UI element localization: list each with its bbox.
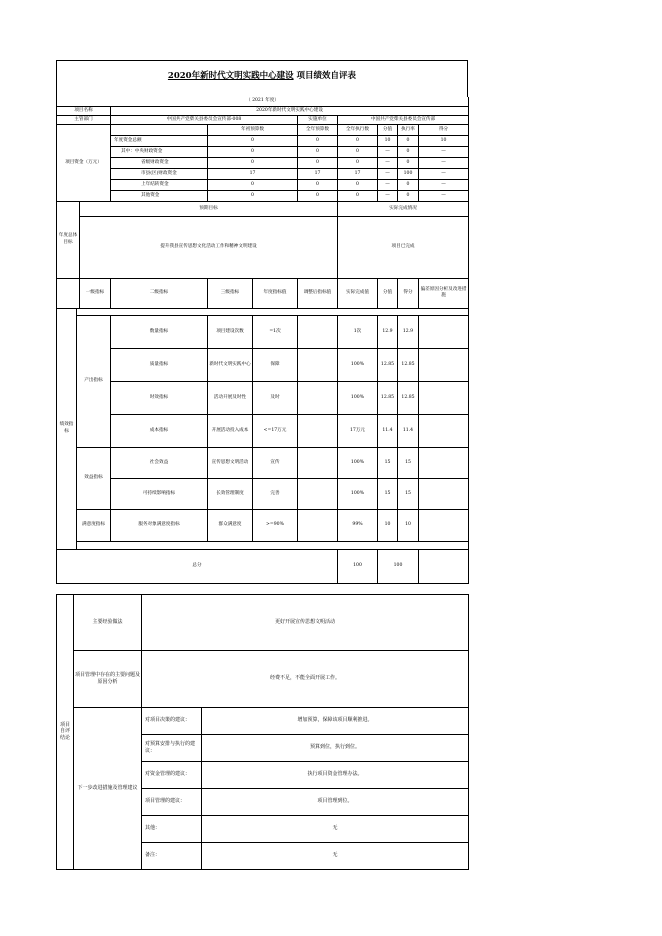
satisfaction-label: 满意度指标 xyxy=(77,509,111,541)
fund-row-label: 年度资金总额 xyxy=(111,135,208,146)
output-label: 产出指标 xyxy=(77,315,111,447)
fund-cell: 0 xyxy=(398,146,419,157)
eval-row-value: 增加预算，保障该项目顺利推进。 xyxy=(202,707,469,734)
main-table xyxy=(56,97,469,584)
eval-row-value: 预算到位，执行到位。 xyxy=(202,734,469,761)
fund-cell: — xyxy=(378,168,398,179)
perf-l2: 服务对象满意度指标 xyxy=(111,509,208,541)
perf-score: 15 xyxy=(378,447,398,478)
fund-cell: 0 xyxy=(208,179,298,190)
perf-label: 绩效指标 xyxy=(57,308,77,549)
fund-cell: — xyxy=(378,179,398,190)
dept-label: 主管部门 xyxy=(57,115,111,124)
perf-target: >=90% xyxy=(253,509,298,541)
perf-header-4: 调整后指标值 xyxy=(298,278,338,308)
perf-actual: 100% xyxy=(338,478,378,509)
perf-header-3: 年度指标值 xyxy=(253,278,298,308)
fund-cell: — xyxy=(419,146,469,157)
fund-row-label: 其中：中央财政资金 xyxy=(111,146,208,157)
perf-note xyxy=(419,414,469,447)
perf-got: 15 xyxy=(398,478,419,509)
eval-main-value: 更好开展宣传思想文明活动 xyxy=(142,594,469,650)
eval-main-label: 主要经验做法 xyxy=(74,594,142,650)
perf-header-6: 分值 xyxy=(378,278,398,308)
fund-header-1: 全年预算数 xyxy=(298,124,338,135)
fund-cell: 17 xyxy=(338,168,378,179)
project-name: 2020年新时代文明实践中心建设 xyxy=(111,106,469,115)
total-got: 100 xyxy=(378,549,419,583)
perf-score: 12.85 xyxy=(378,348,398,381)
perf-header-blank xyxy=(57,278,80,308)
perf-l2: 质量指标 xyxy=(111,348,208,381)
perf-l3: 宣传思想文明活动 xyxy=(208,447,253,478)
fund-cell: — xyxy=(419,168,469,179)
fund-row-label: 上年结转资金 xyxy=(111,179,208,190)
perf-score: 10 xyxy=(378,509,398,541)
evaluation-sheet xyxy=(56,60,468,870)
fund-row-label: 其他资金 xyxy=(111,190,208,201)
fund-cell: 0 xyxy=(208,190,298,201)
perf-adjusted xyxy=(298,509,338,541)
eval-row-value: 执行项目资金管理办法。 xyxy=(202,761,469,788)
perf-got: 10 xyxy=(398,509,419,541)
perf-target: 完善 xyxy=(253,478,298,509)
fund-header-2: 全年执行数 xyxy=(338,124,378,135)
fund-cell: 0 xyxy=(338,190,378,201)
perf-l2: 成本指标 xyxy=(111,414,208,447)
title-part2: 项目绩效自评表 xyxy=(293,71,357,81)
goal-actual-label: 实际完成情况 xyxy=(338,201,469,216)
perf-actual: 100% xyxy=(338,381,378,414)
perf-l2: 可持续影响指标 xyxy=(111,478,208,509)
perf-l2: 时效指标 xyxy=(111,381,208,414)
goal-label: 年度总体目标 xyxy=(57,201,80,278)
title-part1: 2020年新时代文明实践中心建设 xyxy=(167,71,294,81)
fund-cell: 0 xyxy=(298,190,338,201)
perf-adjusted xyxy=(298,381,338,414)
goal-expected-label: 预期目标 xyxy=(80,201,338,216)
benefit-label: 效益指标 xyxy=(77,447,111,509)
total-score: 100 xyxy=(338,549,378,583)
perf-actual: 17万元 xyxy=(338,414,378,447)
fund-cell: 10 xyxy=(378,135,398,146)
perf-score: 12.9 xyxy=(378,315,398,348)
perf-actual: 100% xyxy=(338,348,378,381)
fund-row-label: 省级财政资金 xyxy=(111,157,208,168)
fund-cell: 0 xyxy=(398,190,419,201)
perf-got: 11.4 xyxy=(398,414,419,447)
fund-cell: — xyxy=(378,146,398,157)
funds-label: 项目资金（万元） xyxy=(57,124,111,201)
eval-row-label: 其他： xyxy=(142,815,202,842)
perf-note xyxy=(419,478,469,509)
fund-cell: — xyxy=(419,190,469,201)
eval-side-label: 项目自评结论 xyxy=(57,594,74,869)
fund-cell: 0 xyxy=(398,179,419,190)
eval-row-label: 备注： xyxy=(142,842,202,869)
fund-cell: 0 xyxy=(208,135,298,146)
perf-score: 15 xyxy=(378,478,398,509)
perf-adjusted xyxy=(298,315,338,348)
fund-cell: 0 xyxy=(298,179,338,190)
perf-actual: 1次 xyxy=(338,315,378,348)
perf-spacer-bottom xyxy=(77,541,469,549)
fund-header-4: 执行率 xyxy=(398,124,419,135)
perf-actual: 100% xyxy=(338,447,378,478)
perf-note xyxy=(419,509,469,541)
perf-target: 及时 xyxy=(253,381,298,414)
perf-target: <=17万元 xyxy=(253,414,298,447)
perf-note xyxy=(419,348,469,381)
perf-spacer xyxy=(77,308,469,315)
perf-got: 15 xyxy=(398,447,419,478)
eval-row-label: 对项目决策的建议： xyxy=(142,707,202,734)
total-label: 总分 xyxy=(57,549,338,583)
fund-cell: 0 xyxy=(338,179,378,190)
fund-cell: 0 xyxy=(208,146,298,157)
perf-got: 12.85 xyxy=(398,348,419,381)
eval-row-label: 对预算安排与执行的建议： xyxy=(142,734,202,761)
perf-l3: 新时代文明实践中心 xyxy=(208,348,253,381)
perf-note xyxy=(419,381,469,414)
perf-score: 12.85 xyxy=(378,381,398,414)
project-name-label: 项目名称 xyxy=(57,106,111,115)
title-area xyxy=(56,60,468,97)
fund-cell: — xyxy=(378,190,398,201)
fund-cell: — xyxy=(419,157,469,168)
fund-cell: 0 xyxy=(208,157,298,168)
perf-score: 11.4 xyxy=(378,414,398,447)
eval-next-label: 下一步改进措施及管理建议 xyxy=(74,707,142,869)
perf-l3: 群众满意度 xyxy=(208,509,253,541)
perf-target: 宣传 xyxy=(253,447,298,478)
perf-target: =1次 xyxy=(253,315,298,348)
perf-note xyxy=(419,447,469,478)
fund-cell: 0 xyxy=(398,135,419,146)
perf-target: 保障 xyxy=(253,348,298,381)
total-note xyxy=(419,549,469,583)
fund-cell: 100 xyxy=(398,168,419,179)
perf-header-8: 偏差原因分析及改进措施 xyxy=(419,278,469,308)
eval-row-label: 项目管理的建议： xyxy=(142,788,202,815)
goal-expected: 提升我县宣传思想文化活动工作和精神文明建设 xyxy=(80,216,338,278)
fund-cell: 0 xyxy=(338,157,378,168)
perf-note xyxy=(419,315,469,348)
fund-header-0: 年初预算数 xyxy=(208,124,298,135)
eval-row-label: 对资金管理的建议： xyxy=(142,761,202,788)
fund-cell: 0 xyxy=(398,157,419,168)
fund-header-5: 得分 xyxy=(419,124,469,135)
eval-row-value: 无 xyxy=(202,815,469,842)
perf-adjusted xyxy=(298,447,338,478)
perf-got: 12.85 xyxy=(398,381,419,414)
perf-l2: 数量指标 xyxy=(111,315,208,348)
goal-actual: 项目已完成 xyxy=(338,216,469,278)
fund-cell: — xyxy=(378,157,398,168)
fund-cell: 17 xyxy=(298,168,338,179)
perf-l3: 活动开展及时性 xyxy=(208,381,253,414)
perf-l3: 开展活动投入成本 xyxy=(208,414,253,447)
fund-cell: 0 xyxy=(338,135,378,146)
eval-problem-value: 经费不足，不能全面开展工作。 xyxy=(142,650,469,707)
impl-value: 中国共产党柴关县委员会宣传部 xyxy=(338,115,469,124)
perf-header-1: 二级指标 xyxy=(111,278,208,308)
fund-cell: 0 xyxy=(298,146,338,157)
fund-cell: 0 xyxy=(298,157,338,168)
fund-header-3: 分值 xyxy=(378,124,398,135)
eval-problem-label: 项目管理中存在的主要问题及原因分析 xyxy=(74,650,142,707)
impl-label: 实施单位 xyxy=(298,115,338,124)
year-label: （ 2021 年度） xyxy=(57,97,469,106)
eval-row-value: 无 xyxy=(202,842,469,869)
perf-header-5: 实际完成值 xyxy=(338,278,378,308)
self-eval-table xyxy=(56,594,469,870)
perf-l2: 社会效益 xyxy=(111,447,208,478)
fund-row-label: 市县(区)财政资金 xyxy=(111,168,208,179)
perf-header-0: 一级指标 xyxy=(80,278,111,308)
dept-value: 中国共产党柴关县委员会宣传部-008 xyxy=(111,115,298,124)
fund-cell: 10 xyxy=(419,135,469,146)
fund-cell: 0 xyxy=(298,135,338,146)
perf-adjusted xyxy=(298,478,338,509)
perf-got: 12.9 xyxy=(398,315,419,348)
fund-cell: 17 xyxy=(208,168,298,179)
eval-row-value: 项目管理到位。 xyxy=(202,788,469,815)
perf-header-2: 三级指标 xyxy=(208,278,253,308)
fund-cell: 0 xyxy=(338,146,378,157)
perf-l3: 项目建设次数 xyxy=(208,315,253,348)
perf-adjusted xyxy=(298,414,338,447)
page-title xyxy=(57,69,467,81)
fund-cell: — xyxy=(419,179,469,190)
perf-l3: 长效管理制度 xyxy=(208,478,253,509)
perf-adjusted xyxy=(298,348,338,381)
fund-header-blank xyxy=(111,124,208,135)
perf-actual: 99% xyxy=(338,509,378,541)
perf-header-7: 得分 xyxy=(398,278,419,308)
